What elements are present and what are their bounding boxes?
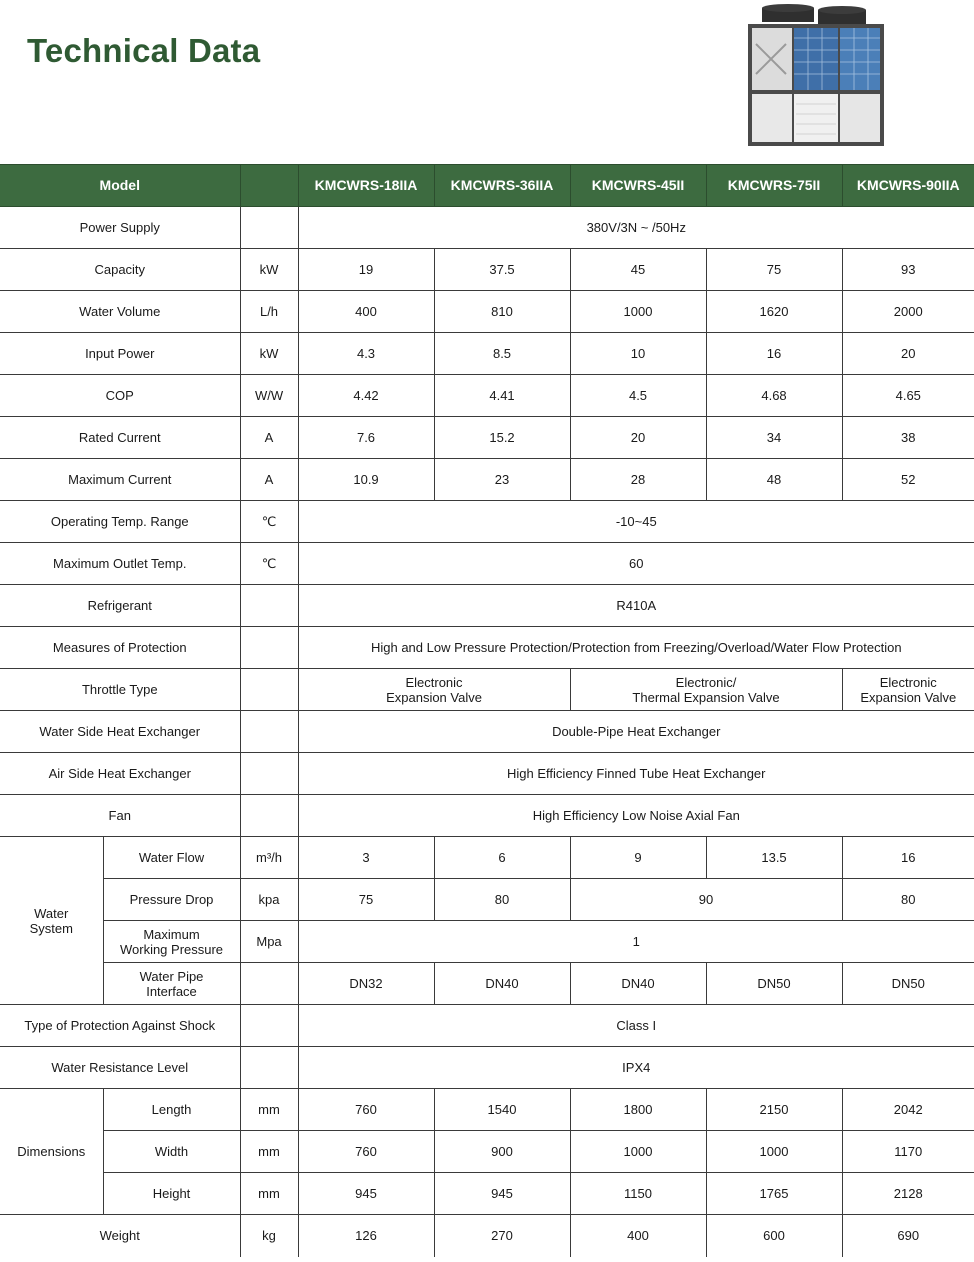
value-cell: 2150 bbox=[706, 1089, 842, 1131]
value-cell: 1000 bbox=[706, 1131, 842, 1173]
value-cell: High and Low Pressure Protection/Protection from Freezing/Overload/Water Flow Protection bbox=[298, 627, 974, 669]
value-cell: 690 bbox=[842, 1215, 974, 1257]
value-cell: 900 bbox=[434, 1131, 570, 1173]
table-row bbox=[0, 585, 974, 627]
value-cell: Electronic/ Thermal Expansion Valve bbox=[570, 669, 842, 711]
value-cell: 1150 bbox=[570, 1173, 706, 1215]
row-label: Pressure Drop bbox=[103, 879, 240, 921]
value-cell: DN50 bbox=[706, 963, 842, 1005]
row-label: Water Volume bbox=[0, 291, 240, 333]
value-cell: 19 bbox=[298, 249, 434, 291]
row-label: Measures of Protection bbox=[0, 627, 240, 669]
value-cell: 48 bbox=[706, 459, 842, 501]
value-cell: 7.6 bbox=[298, 417, 434, 459]
value-cell: 4.42 bbox=[298, 375, 434, 417]
table-row bbox=[0, 921, 974, 963]
unit-cell: Mpa bbox=[240, 921, 298, 963]
model-name: KMCWRS-75II bbox=[706, 165, 842, 207]
unit-header bbox=[240, 165, 298, 207]
heat-pump-unit-image bbox=[742, 4, 890, 150]
table-row bbox=[0, 669, 974, 711]
value-cell: DN40 bbox=[434, 963, 570, 1005]
row-label: Water Side Heat Exchanger bbox=[0, 711, 240, 753]
row-label: Type of Protection Against Shock bbox=[0, 1005, 240, 1047]
table-row bbox=[0, 459, 974, 501]
value-cell: 2128 bbox=[842, 1173, 974, 1215]
value-cell: 16 bbox=[706, 333, 842, 375]
table-row bbox=[0, 543, 974, 585]
value-cell: 93 bbox=[842, 249, 974, 291]
group-label-water-system: Water System bbox=[0, 837, 103, 1005]
table-row bbox=[0, 249, 974, 291]
row-label: Air Side Heat Exchanger bbox=[0, 753, 240, 795]
value-cell: 13.5 bbox=[706, 837, 842, 879]
value-cell: Class I bbox=[298, 1005, 974, 1047]
row-label: Operating Temp. Range bbox=[0, 501, 240, 543]
value-cell: 90 bbox=[570, 879, 842, 921]
row-label: Water Resistance Level bbox=[0, 1047, 240, 1089]
value-cell: R410A bbox=[298, 585, 974, 627]
value-cell: Electronic Expansion Valve bbox=[842, 669, 974, 711]
value-cell: 4.3 bbox=[298, 333, 434, 375]
row-label: Maximum Current bbox=[0, 459, 240, 501]
unit-cell bbox=[240, 585, 298, 627]
table-row bbox=[0, 417, 974, 459]
value-cell: 4.68 bbox=[706, 375, 842, 417]
unit-cell: m³/h bbox=[240, 837, 298, 879]
value-cell: 945 bbox=[298, 1173, 434, 1215]
value-cell: 1 bbox=[298, 921, 974, 963]
value-cell: 4.65 bbox=[842, 375, 974, 417]
value-cell: 2042 bbox=[842, 1089, 974, 1131]
value-cell: 20 bbox=[842, 333, 974, 375]
value-cell: 4.5 bbox=[570, 375, 706, 417]
table-row bbox=[0, 375, 974, 417]
unit-cell bbox=[240, 753, 298, 795]
value-cell: 1765 bbox=[706, 1173, 842, 1215]
unit-cell: kW bbox=[240, 333, 298, 375]
unit-cell: A bbox=[240, 459, 298, 501]
table-row bbox=[0, 1131, 974, 1173]
table-row bbox=[0, 627, 974, 669]
value-cell: High Efficiency Finned Tube Heat Exchanger bbox=[298, 753, 974, 795]
value-cell: 600 bbox=[706, 1215, 842, 1257]
value-cell: DN32 bbox=[298, 963, 434, 1005]
row-label: Water Flow bbox=[103, 837, 240, 879]
table-row bbox=[0, 1089, 974, 1131]
value-cell: 1620 bbox=[706, 291, 842, 333]
model-name: KMCWRS-45II bbox=[570, 165, 706, 207]
value-cell: 270 bbox=[434, 1215, 570, 1257]
value-cell: 1000 bbox=[570, 291, 706, 333]
value-cell: 3 bbox=[298, 837, 434, 879]
unit-cell bbox=[240, 207, 298, 249]
value-cell: 10.9 bbox=[298, 459, 434, 501]
group-label-dimensions: Dimensions bbox=[0, 1089, 103, 1215]
unit-cell: ℃ bbox=[240, 543, 298, 585]
row-label: Capacity bbox=[0, 249, 240, 291]
value-cell: 60 bbox=[298, 543, 974, 585]
value-cell: 1540 bbox=[434, 1089, 570, 1131]
table-row bbox=[0, 1215, 974, 1257]
unit-cell: L/h bbox=[240, 291, 298, 333]
value-cell: High Efficiency Low Noise Axial Fan bbox=[298, 795, 974, 837]
value-cell: Double-Pipe Heat Exchanger bbox=[298, 711, 974, 753]
value-cell: 760 bbox=[298, 1131, 434, 1173]
row-label: Maximum Working Pressure bbox=[103, 921, 240, 963]
unit-cell: ℃ bbox=[240, 501, 298, 543]
row-label: Water Pipe Interface bbox=[103, 963, 240, 1005]
value-cell: 80 bbox=[842, 879, 974, 921]
unit-cell bbox=[240, 1005, 298, 1047]
value-cell: 23 bbox=[434, 459, 570, 501]
value-cell: 810 bbox=[434, 291, 570, 333]
row-label: Input Power bbox=[0, 333, 240, 375]
row-label: Height bbox=[103, 1173, 240, 1215]
value-cell: IPX4 bbox=[298, 1047, 974, 1089]
unit-cell bbox=[240, 627, 298, 669]
value-cell: 8.5 bbox=[434, 333, 570, 375]
unit-cell: A bbox=[240, 417, 298, 459]
value-cell: 6 bbox=[434, 837, 570, 879]
value-cell: 400 bbox=[298, 291, 434, 333]
unit-cell bbox=[240, 795, 298, 837]
value-cell: 4.41 bbox=[434, 375, 570, 417]
value-cell: 37.5 bbox=[434, 249, 570, 291]
unit-cell bbox=[240, 963, 298, 1005]
unit-cell: mm bbox=[240, 1173, 298, 1215]
value-cell: 52 bbox=[842, 459, 974, 501]
value-cell: Electronic Expansion Valve bbox=[298, 669, 570, 711]
table-row bbox=[0, 963, 974, 1005]
value-cell: 126 bbox=[298, 1215, 434, 1257]
value-cell: 75 bbox=[298, 879, 434, 921]
unit-cell: mm bbox=[240, 1089, 298, 1131]
table-row bbox=[0, 879, 974, 921]
value-cell: 75 bbox=[706, 249, 842, 291]
table-row bbox=[0, 1173, 974, 1215]
table-row bbox=[0, 795, 974, 837]
model-name: KMCWRS-18IIA bbox=[298, 165, 434, 207]
unit-cell: kg bbox=[240, 1215, 298, 1257]
value-cell: 10 bbox=[570, 333, 706, 375]
row-label: Width bbox=[103, 1131, 240, 1173]
row-label: Power Supply bbox=[0, 207, 240, 249]
table-row bbox=[0, 1047, 974, 1089]
table-row bbox=[0, 333, 974, 375]
value-cell: 1800 bbox=[570, 1089, 706, 1131]
technical-data-table bbox=[0, 164, 974, 1257]
row-label: Maximum Outlet Temp. bbox=[0, 543, 240, 585]
value-cell: 945 bbox=[434, 1173, 570, 1215]
model-name: KMCWRS-90IIA bbox=[842, 165, 974, 207]
value-cell: 380V/3N ~ /50Hz bbox=[298, 207, 974, 249]
value-cell: -10~45 bbox=[298, 501, 974, 543]
unit-cell: W/W bbox=[240, 375, 298, 417]
table-row bbox=[0, 501, 974, 543]
value-cell: 2000 bbox=[842, 291, 974, 333]
unit-cell: kpa bbox=[240, 879, 298, 921]
value-cell: 1000 bbox=[570, 1131, 706, 1173]
value-cell: DN40 bbox=[570, 963, 706, 1005]
row-label: Refrigerant bbox=[0, 585, 240, 627]
table-row bbox=[0, 753, 974, 795]
page-title: Technical Data bbox=[27, 32, 261, 69]
value-cell: DN50 bbox=[842, 963, 974, 1005]
unit-cell: mm bbox=[240, 1131, 298, 1173]
row-label: Length bbox=[103, 1089, 240, 1131]
value-cell: 400 bbox=[570, 1215, 706, 1257]
value-cell: 34 bbox=[706, 417, 842, 459]
unit-cell: kW bbox=[240, 249, 298, 291]
table-row bbox=[0, 291, 974, 333]
unit-cell bbox=[240, 711, 298, 753]
table-row bbox=[0, 207, 974, 249]
table-row bbox=[0, 1005, 974, 1047]
row-label: COP bbox=[0, 375, 240, 417]
table-row bbox=[0, 837, 974, 879]
unit-cell bbox=[240, 669, 298, 711]
table-row bbox=[0, 711, 974, 753]
value-cell: 20 bbox=[570, 417, 706, 459]
header-row bbox=[0, 165, 974, 207]
value-cell: 9 bbox=[570, 837, 706, 879]
unit-cell bbox=[240, 1047, 298, 1089]
value-cell: 1170 bbox=[842, 1131, 974, 1173]
model-header: Model bbox=[0, 165, 240, 207]
value-cell: 16 bbox=[842, 837, 974, 879]
row-label: Fan bbox=[0, 795, 240, 837]
value-cell: 15.2 bbox=[434, 417, 570, 459]
model-name: KMCWRS-36IIA bbox=[434, 165, 570, 207]
row-label: Rated Current bbox=[0, 417, 240, 459]
value-cell: 28 bbox=[570, 459, 706, 501]
row-label: Weight bbox=[0, 1215, 240, 1257]
value-cell: 38 bbox=[842, 417, 974, 459]
value-cell: 80 bbox=[434, 879, 570, 921]
value-cell: 45 bbox=[570, 249, 706, 291]
value-cell: 760 bbox=[298, 1089, 434, 1131]
row-label: Throttle Type bbox=[0, 669, 240, 711]
